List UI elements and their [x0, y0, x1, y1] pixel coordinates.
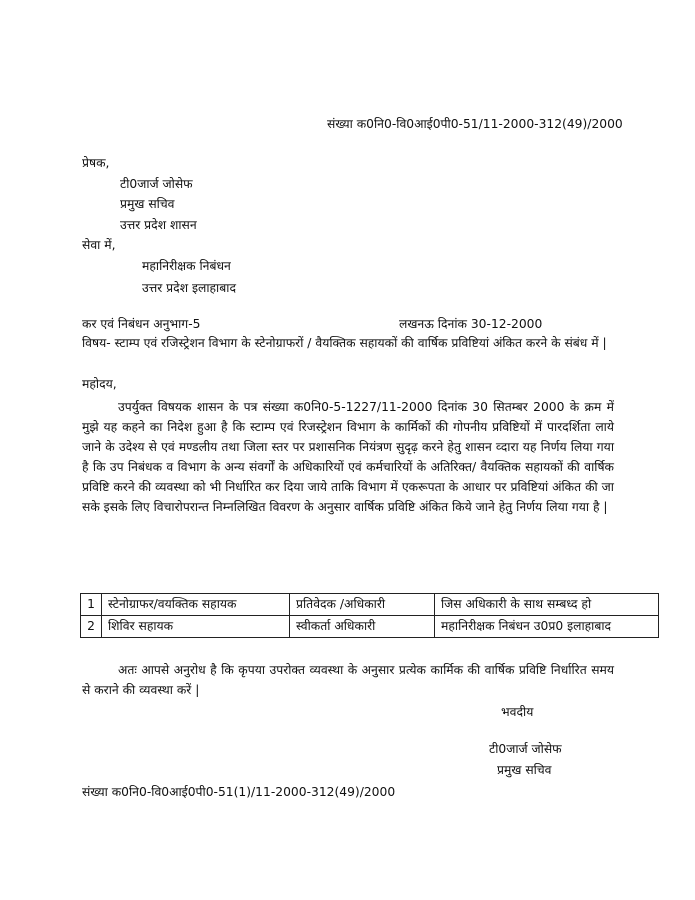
table-cell-officer: जिस अधिकारी के साथ सम्बध्द हो	[435, 594, 659, 616]
signatory-designation: प्रमुख सचिव	[497, 763, 552, 777]
table-cell-role: स्वीकर्ता अधिकारी	[290, 616, 435, 638]
table-cell-serial: 2	[81, 616, 102, 638]
table-cell-role: प्रतिवेदक /अधिकारी	[290, 594, 435, 616]
designation-table	[80, 593, 659, 638]
reference-number-bottom: संख्या क0नि0-वि0आई0पी0-51(1)/11-2000-312(49)/2000	[82, 785, 396, 799]
closing-paragraph: अतः आपसे अनुरोध है कि कृपया उपरोक्त व्यवस्था के अनुसार प्रत्येक कार्मिक की वार्षिक प्रविष्टि निर्धारित समय से कराने की व्यवस्था करें |	[82, 663, 614, 697]
sender-designation: प्रमुख सचिव	[120, 197, 175, 211]
section-name: कर एवं निबंधन अनुभाग-5	[82, 317, 201, 331]
table-cell-serial: 1	[81, 594, 102, 616]
salutation: महोदय,	[82, 377, 117, 391]
table-row	[81, 616, 659, 638]
recipient-label: सेवा में,	[82, 238, 116, 252]
recipient-designation: महानिरीक्षक निबंधन	[142, 259, 231, 273]
recipient-office: उत्तर प्रदेश इलाहाबाद	[142, 281, 236, 295]
sender-name: टी0जार्ज जोसेफ	[120, 177, 193, 191]
sender-office: उत्तर प्रदेश शासन	[120, 218, 197, 232]
subject-line: विषय- स्टाम्प एवं रजिस्ट्रेशन विभाग के स्टेनोग्राफरों / वैयक्तिक सहायकों की वार्षिक प्रविष्टियां अंकित करने के संबंध में |	[82, 336, 607, 350]
place-date: लखनऊ दिनांक 30-12-2000	[399, 317, 543, 331]
table-cell-post: स्टेनोग्राफर/वयक्तिक सहायक	[102, 594, 290, 616]
body-paragraph: उपर्युक्त विषयक शासन के पत्र संख्या क0नि0-5-1227/11-2000 दिनांक 30 सितम्बर 2000 के क्रम में मुझे यह कहने का निदेश हुआ है कि स्टाम्प एवं रिजस्ट्रेशन विभाग के कार्मिकों की गोपनीय प्रविष्टियों में पारदर्शिता लाये जाने के उदेश्य से एवं मण्डलीय तथा जिला स्तर पर प्रशासनिक नियंत्रण सुदृढ़ करने हेतु शासन व्दारा यह निर्णय लिया गया है कि उप निबंधक व विभाग के अन्य संवर्गों के अधिकारियों एवं कर्मचारियों के अतिरिक्त/ वैयक्तिक सहायकों की वार्षिक प्रविष्टि करने की व्यवस्था को भी निर्धारित कर दिया जाये ताकि विभाग में एकरूपता के आधार पर प्रविष्टियां अंकित की जा सके इसके लिए विचारोपरान्त निम्नलिखित विवरण के अनुसार वार्षिक प्रविष्टि अंकित किये जाने हेतु निर्णय लिया गया है |	[82, 400, 614, 514]
table-cell-post: शिविर सहायक	[102, 616, 290, 638]
table-row	[81, 594, 659, 616]
sender-label: प्रेषक,	[82, 156, 110, 170]
reference-number-top: संख्या क0नि0-वि0आई0पी0-51/11-2000-312(49)/2000	[327, 117, 623, 131]
sign-off: भवदीय	[501, 705, 534, 719]
signatory-name: टी0जार्ज जोसेफ	[489, 742, 562, 756]
table-cell-officer: महानिरीक्षक निबंधन उ0प्र0 इलाहाबाद	[435, 616, 659, 638]
